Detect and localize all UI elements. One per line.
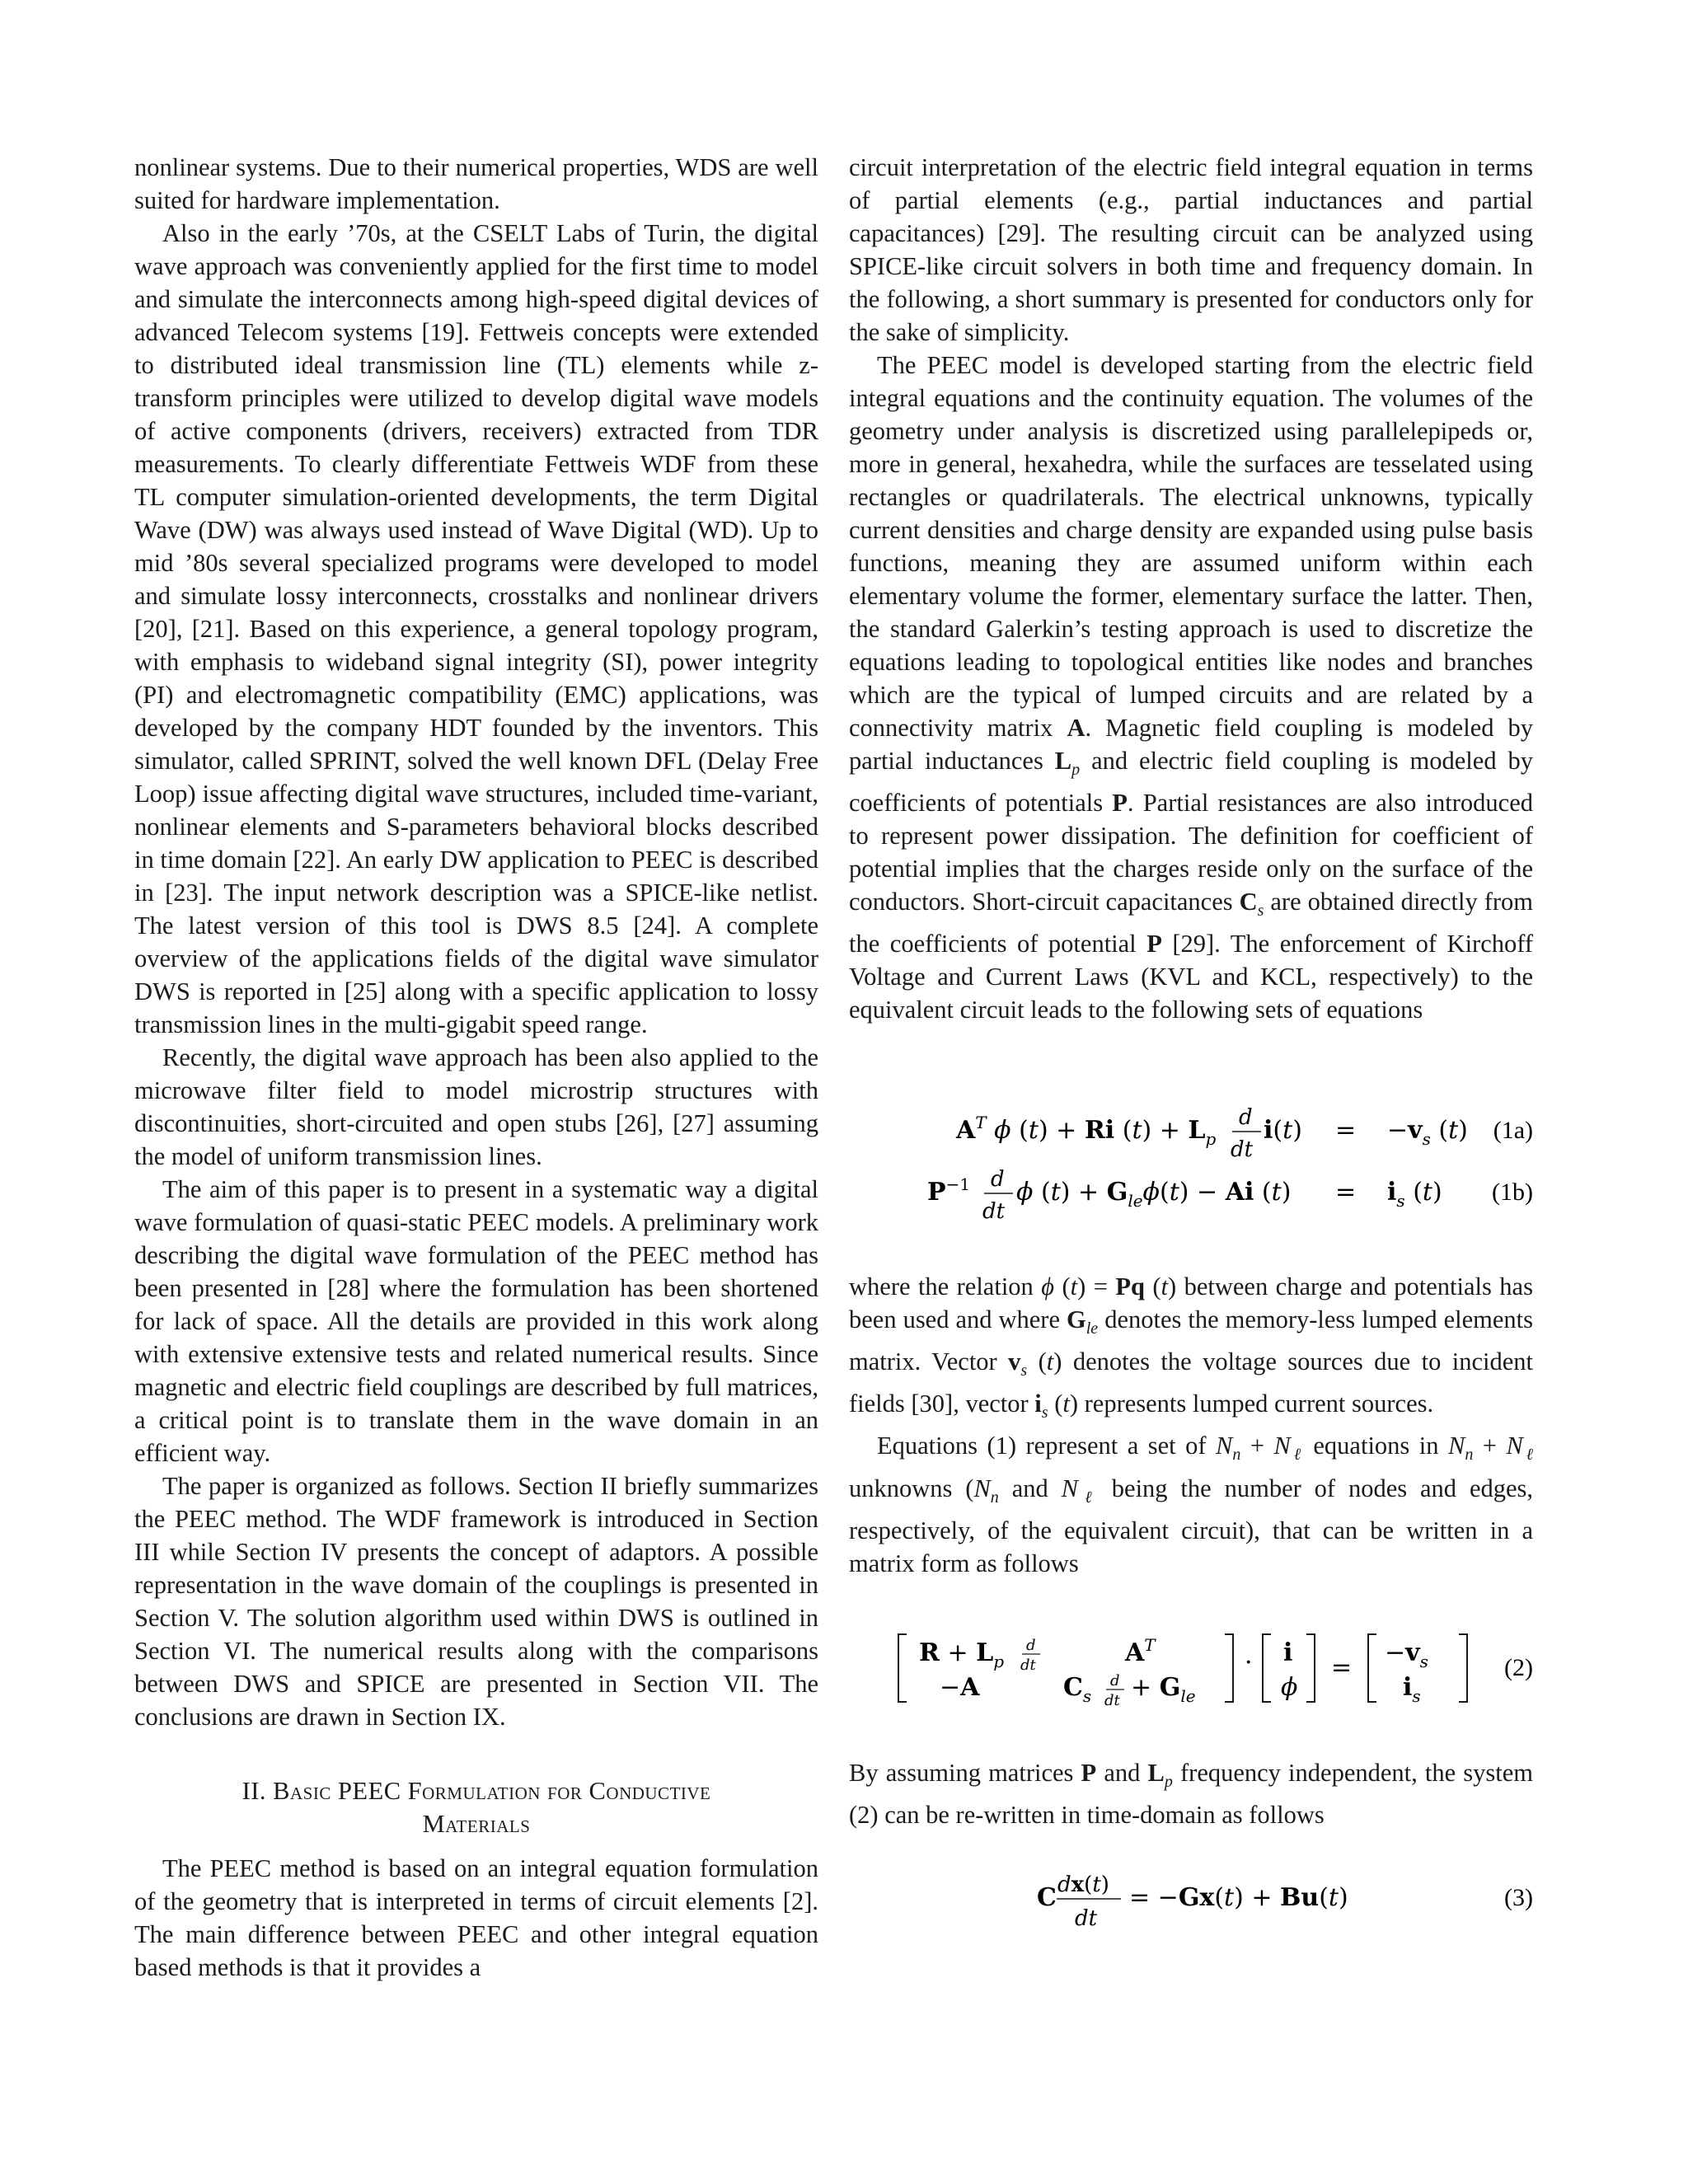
text-segment: and electric field coupling is modeled by coefficients of potentials: [849, 747, 1534, 818]
svg-text:−vs (t): $-v_s$ (t): [1387, 1116, 1468, 1150]
paragraph-left-5: The paper is organized as follows. Section II briefly summarizes the PEEC method. The WDF framework is introduced in Section III while Section IV presents the concept of adaptors. A possible representation in the wave domain of the couplings is presented in Section V. The solution algorithm used within DWS is outlined in Section VI. The numerical results along with the comparisons between DWS and SPICE are presented in Section VII. The conclusions are drawn in Section IX.: [134, 1472, 818, 1731]
svg-text:i(t): i(t): [1264, 1116, 1302, 1146]
paragraph-left-6: The PEEC method is based on an integral equation formulation of the geometry that is interpreted in terms of circuit elements [2]. The main difference between PEEC and other integral equation based methods is that it provides a: [134, 1854, 818, 1981]
equation-1a-tag: (1a): [1493, 1117, 1533, 1145]
svg-text:is (t): $i_s$ (t): [1387, 1178, 1442, 1212]
equation-1b: [927, 1167, 1533, 1221]
equation-3-tag: (3): [1504, 1883, 1533, 1911]
text-segment: being the number of nodes and edges, respectively, of the equivalent circuit), that can be written in a matrix form as follows: [849, 1474, 1534, 1577]
svg-text:P−1: $P^{-1}$: [927, 1174, 971, 1207]
svg-text:=: =: [1335, 1116, 1357, 1146]
svg-text:R + Lp: $R + L_p$: [919, 1638, 1005, 1671]
text-segment: between charge and potentials has been used and where: [849, 1272, 1533, 1334]
text-segment: . Partial resistances are also introduced to represent power dissipation. The definition for coefficient of potential implies that the charges reside only on the surface of the conductors. Short-circuit capacitances: [849, 789, 1533, 916]
svg-text:dt: dt: [1075, 1905, 1098, 1931]
math-P: P: [1112, 789, 1128, 818]
svg-text:dt: dt: [982, 1199, 1006, 1221]
svg-text:= −Gx(t) + Bu(t): = −Gx(t) + Bu(t): [1129, 1882, 1348, 1912]
text-segment: and: [1011, 1474, 1048, 1502]
text-segment: [29]. The enforcement of Kirchoff Voltage and Current Laws (KVL and KCL, respectively) to the equivalent circuit leads to the following sets of equations: [849, 930, 1534, 1024]
text-segment: The PEEC model is developed starting from the electric field integral equations and the continuity equation. The volumes of the geometry under analysis is discretized using parallelepipeds or, more in general, hexahedra, while the surfaces are tesselated using rectangles or quadrilaterals. The electrical unknowns, typically current densities and charge density are expanded using pulse basis functions, meaning they are assumed uniform within each elementary volume the former, elementary surface the latter. Then, the standard Galerkin’s testing approach is used to discretize the equations leading to topological entities like nodes and branches which are the typical of lumped circuits and are related by a connectivity matrix: [849, 351, 1533, 742]
paragraph-left-1: nonlinear systems. Due to their numerical properties, WDS are well suited for hardware implementation.: [134, 153, 818, 214]
left-column: [134, 151, 818, 1984]
svg-text:i: i: [1283, 1638, 1293, 1667]
svg-text:−A: −A: [940, 1672, 980, 1702]
text-segment: . Magnetic field coupling is modeled by partial inductances: [849, 714, 1534, 775]
svg-text:AT ϕ (t) + Ri (t) + Lp: $A^T$ ϕ (t) + Ri $(t) + L_p$: [956, 1113, 1217, 1150]
svg-text:ϕ: ϕ: [1281, 1672, 1298, 1702]
paragraph-right-4: Equations (1) represent a set of $N_n + N_\ell$ equations in $N_n + N_\ell$ unknowns ($N_n$ and $N_\ell$ being the number of nodes and edges, respectively, of the equivalent circuit), that can be written in a matrix form as follows: [849, 1432, 1534, 1577]
svg-text:=: =: [1331, 1652, 1353, 1682]
svg-text:ϕ (t) + Gleϕ(t) − Ai (t): ϕ $(t) + G_{le}\phi(t) - Ai$ (t): [1016, 1178, 1292, 1212]
math-Cs: C: [1239, 888, 1258, 916]
paragraph-right-5: By assuming matrices P and $L_p$ frequency independent, the system (2) can be re-written in time-domain as follows: [849, 1758, 1534, 1829]
svg-text:dt: dt: [1231, 1137, 1254, 1163]
paragraph-right-3: where the relation ϕ (t) = Pq (t) between charge and potentials has been used and where $G_{le}$ denotes the memory-less lumped elements matrix. Vector $v_s$ (t) denotes the voltage sources due to incident fields [30], vector $i_s$ (t) represents lumped current sources.: [849, 1272, 1534, 1422]
svg-text:+ Gle: + $G_{le}$: [1131, 1672, 1196, 1706]
paragraph-left-3: Recently, the digital wave approach has been also applied to the microwave filter field to model microstrip structures with discontinuities, short-circuited and open stubs [26], [27] assuming the model of uniform transmission lines.: [134, 1043, 818, 1170]
svg-text:C: C: [1037, 1882, 1057, 1912]
text-segment: and: [1104, 1758, 1141, 1787]
math-Lp: L: [1054, 747, 1072, 775]
svg-text:d: d: [1110, 1671, 1120, 1690]
svg-text:=: =: [1335, 1178, 1357, 1207]
text-segment: By assuming matrices: [849, 1758, 1074, 1787]
svg-text:dx(t): dx(t): [1057, 1872, 1109, 1897]
svg-text:d: d: [991, 1167, 1005, 1193]
svg-text:d: d: [1026, 1636, 1036, 1654]
text-segment: Equations (1) represent a set of: [877, 1432, 1207, 1460]
right-column: [849, 151, 1533, 1938]
equation-1b-tag: (1b): [1492, 1179, 1533, 1207]
equation-1a: [955, 1105, 1533, 1162]
equation-2-tag: (2): [1504, 1653, 1533, 1681]
text-segment: represents lumped current sources.: [1084, 1390, 1434, 1418]
svg-text:·: ·: [1245, 1647, 1253, 1677]
svg-text:Cs: $C_s$: [1063, 1672, 1092, 1706]
svg-text:−vs: $-v_s$: [1385, 1638, 1428, 1671]
math-A: A: [1067, 714, 1085, 742]
svg-text:AT: $A^T$: [1125, 1634, 1156, 1667]
paragraph-left-2: Also in the early ’70s, at the CSELT Labs of Turin, the digital wave approach was conveniently applied for the first time to model and simulate the interconnects among high-speed digital devices of advanced Telecom systems [19]. Fettweis concepts were extended to distributed ideal transmission line (TL) elements while z-transform principles were utilized to develop digital wave models of active components (drivers, receivers) extracted from TDR measurements. To clearly differentiate Fettweis WDF from these TL computer simulation-oriented developments, the term Digital Wave (DW) was always used instead of Wave Digital (WD). Up to mid ’80s several specialized programs were developed to model and simulate lossy interconnects, crosstalks and nonlinear drivers [20], [21]. Based on this experience, a general topology program, with emphasis to wideband signal integrity (SI), power integrity (PI) and electromagnetic compatibility (EMC) applications, was developed by the company HDT founded by the inventors. This simulator, called SPRINT, solved the well known DFL (Delay Free Loop) issue affecting digital wave structures, included time-variant, nonlinear elements and S-parameters behavioral blocks described in time domain [22]. An early DW application to PEEC is described in [23]. The input network description was a SPICE-like netlist. The latest version of this tool is DWS 8.5 [24]. A complete overview of the applications fields of the digital wave simulator DWS is reported in [25] along with a specific application to lossy transmission lines in the multi-gigabit speed range.: [134, 219, 818, 1038]
paragraph-left-4: The aim of this paper is to present in a systematic way a digital wave formulation of quasi-static PEEC models. A preliminary work describing the digital wave formulation of the PEEC method has been presented in [28] where the formulation has been shortened for lack of space. All the details are provided in this work along with extensive extensive tests and related numerical results. Since magnetic and electric field couplings are described by full matrices, a critical point is to translate them in the wave domain in an efficient way.: [134, 1175, 818, 1467]
text-segment: equations in: [1313, 1432, 1439, 1460]
svg-text:dt: dt: [1104, 1691, 1120, 1709]
section-heading-line1: II. Basic PEEC Formulation for Conductive: [241, 1777, 711, 1805]
text-segment: where the relation: [849, 1272, 1034, 1301]
svg-text:is: $i_s$: [1403, 1672, 1421, 1706]
equation-1: [849, 1089, 1533, 1221]
text-segment: are obtained directly from the coefficients of potential: [849, 888, 1533, 958]
text-segment: unknowns (: [849, 1474, 974, 1502]
paragraph-right-1: circuit interpretation of the electric field integral equation in terms of partial elements (e.g., partial inductances and partial capacitances) [29]. The resulting circuit can be analyzed using SPICE-like circuit solvers in both time and frequency domain. In the following, a short summary is presented for conductors only for the sake of simplicity.: [849, 153, 1533, 346]
svg-text:d: d: [1239, 1105, 1253, 1131]
math-P2: P: [1146, 930, 1162, 958]
section-heading: [134, 1774, 818, 1840]
section-heading-line2: Materials: [422, 1810, 531, 1838]
equation-3: [849, 1864, 1533, 1938]
paragraph-right-2: The PEEC model is developed starting from the electric field integral equations and the continuity equation. The volumes of the geometry under analysis is discretized using parallelepipeds or, more in general, hexahedra, while the surfaces are tesselated using rectangles or quadrilaterals. The electrical unknowns, typically current densities and charge density are expanded using pulse basis functions, meaning they are assumed uniform within each elementary volume the former, elementary surface the latter. Then, the standard Galerkin’s testing approach is used to discretize the equations leading to topological entities like nodes and branches which are the typical of lumped circuits and are related by a connectivity matrix A. Magnetic field coupling is modeled by partial inductances $L_p$ and electric field coupling is modeled by coefficients of potentials P. Partial resistances are also introduced to represent power dissipation. The definition for coefficient of potential implies that the charges reside only on the surface of the conductors. Short-circuit capacitances $C_s$ are obtained directly from the coefficients of potential P [29]. The enforcement of Kirchoff Voltage and Current Laws (KVL and KCL, respectively) to the equivalent circuit leads to the following sets of equations: [849, 351, 1534, 1024]
text-segment: frequency independent, the system (2) can be re-written in time-domain as follows: [849, 1758, 1534, 1829]
svg-text:dt: dt: [1020, 1656, 1036, 1674]
equation-2: [849, 1619, 1533, 1718]
text-segment: denotes the voltage sources due to incident fields [30], vector: [849, 1347, 1533, 1418]
text-segment: denotes the memory-less lumped elements matrix. Vector: [849, 1305, 1534, 1376]
